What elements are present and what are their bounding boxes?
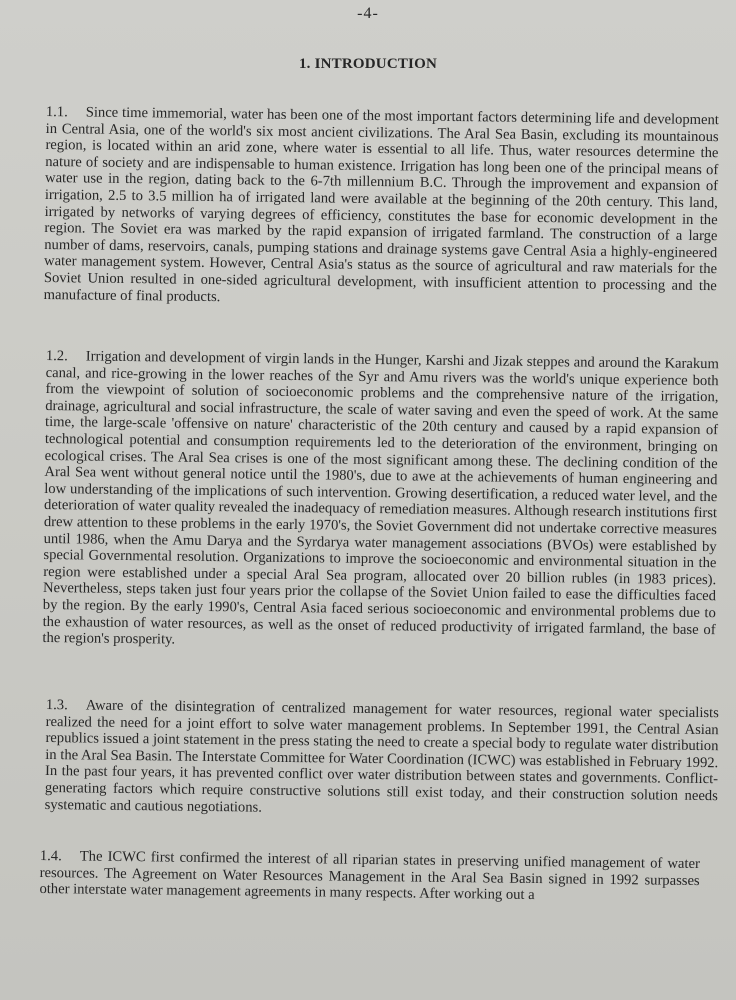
section-heading: 1. INTRODUCTION [298, 56, 437, 72]
paragraph-1-3 [45, 697, 719, 821]
page-number: -4- [357, 5, 379, 22]
paragraph-1-2 [42, 348, 719, 655]
paragraph-number: 1.3. [45, 697, 68, 714]
paragraph-1-1 [44, 104, 719, 311]
paragraph-text: Irrigation and development of virgin lands in the Hunger, Karshi and Jizak steppes and around the Karakum canal, and rice-growing in the lower reaches of the Syr and Amu rivers was the world's unique experience both from the viewpoint of solution of socioeconomic problems and the comprehensive nature of the irrigation, drainage, agricultural and social infrastructure, the scale of water saving and even the speed of work. At the same time, the large-scale 'offensive on nature' characteristic of the 20th century and caused by a rapid expansion of technological potential and consumption requirements led to the deterioration of the environment, bringing on ecological crises. The Aral Sea crises is one of the most significant among these. The declining condition of the Aral Sea went without general notice until the 1980's, due to awe at the achievements of human engineering and low understanding of the implications of such intervention. Growing desertification, a reduced water level, and the deterioration of water quality revealed the inadequacy of remediation measures. Although research institutions first drew attention to these problems in the early 1970's, the Soviet Government did not undertake corrective measures until 1986, when the Amu Darya and the Syrdarya water management associations (BVOs) were established by special Governmental resolution. Organizations to improve the socioeconomic and environmental situation in the region were established under a special Aral Sea program, allocated over 20 billion rubles (in 1983 prices). Nevertheless, steps taken just four years prior the collapse of the Soviet Union failed to ease the difficulties faced by the region. By the early 1990's, Central Asia faced serious socioeconomic and environmental problems due to the exhaustion of water resources, as well as the onset of reduced productivity of irrigated farmland, the base of the region's prosperity. [42, 348, 719, 648]
paragraph-text: Aware of the disintegration of centralized management for water resources, regional water specialists realized the need for a joint effort to solve water management problems. In September 1991, the Central Asian republics issued a joint statement in the press stating the need to create a special body to regulate water distribution in the Aral Sea Basin. The Interstate Committee for Water Coordination (ICWC) was established in February 1992. In the past four years, it has prevented conflict over water distribution between states and governments. Conflict-generating factors which require constructive solutions still exist today, and their construction solution needs systematic and cautious negotiations. [44, 697, 719, 816]
paragraph-number: 1.2. [45, 348, 68, 365]
paragraph-text: Since time immemorial, water has been one of the most important factors determining life and development in Central Asia, one of the world's six most ancient civilizations. The Aral Sea Basin, excluding its mountainous region, is located within an arid zone, where water is essential to all life. Thus, water resources determine the nature of society and are indispensable to human existence. Irrigation has long been one of the principal means of water use in the region, dating back to the 6-7th millennium B.C. Through the improvement and expansion of irrigation, 2.5 to 3.5 million ha of irrigated land were available at the beginning of the 20th century. This land, irrigated by networks of varying degrees of efficiency, constitutes the base for economic development in the region. The Soviet era was marked by the rapid expansion of irrigated farmland. The construction of a large number of dams, reservoirs, canals, pumping stations and drainage systems gave Central Asia a highly-engineered water management system. However, Central Asia's status as the source of agricultural and raw materials for the Soviet Union resulted in one-sided agricultural development, with insufficient attention to processing and the manufacture of final products. [43, 104, 719, 305]
paragraph-1-4 [39, 848, 700, 906]
paragraph-text: The ICWC first confirmed the interest of all riparian states in preserving unified management of water resources. The Agreement on Water Resources Management in the Aral Sea Basin signed in 1992 surpasses other interstate water management agreements in many respects. After working out a [39, 848, 700, 904]
paragraph-number: 1.4. [39, 848, 62, 865]
paragraph-number: 1.1. [45, 104, 68, 121]
